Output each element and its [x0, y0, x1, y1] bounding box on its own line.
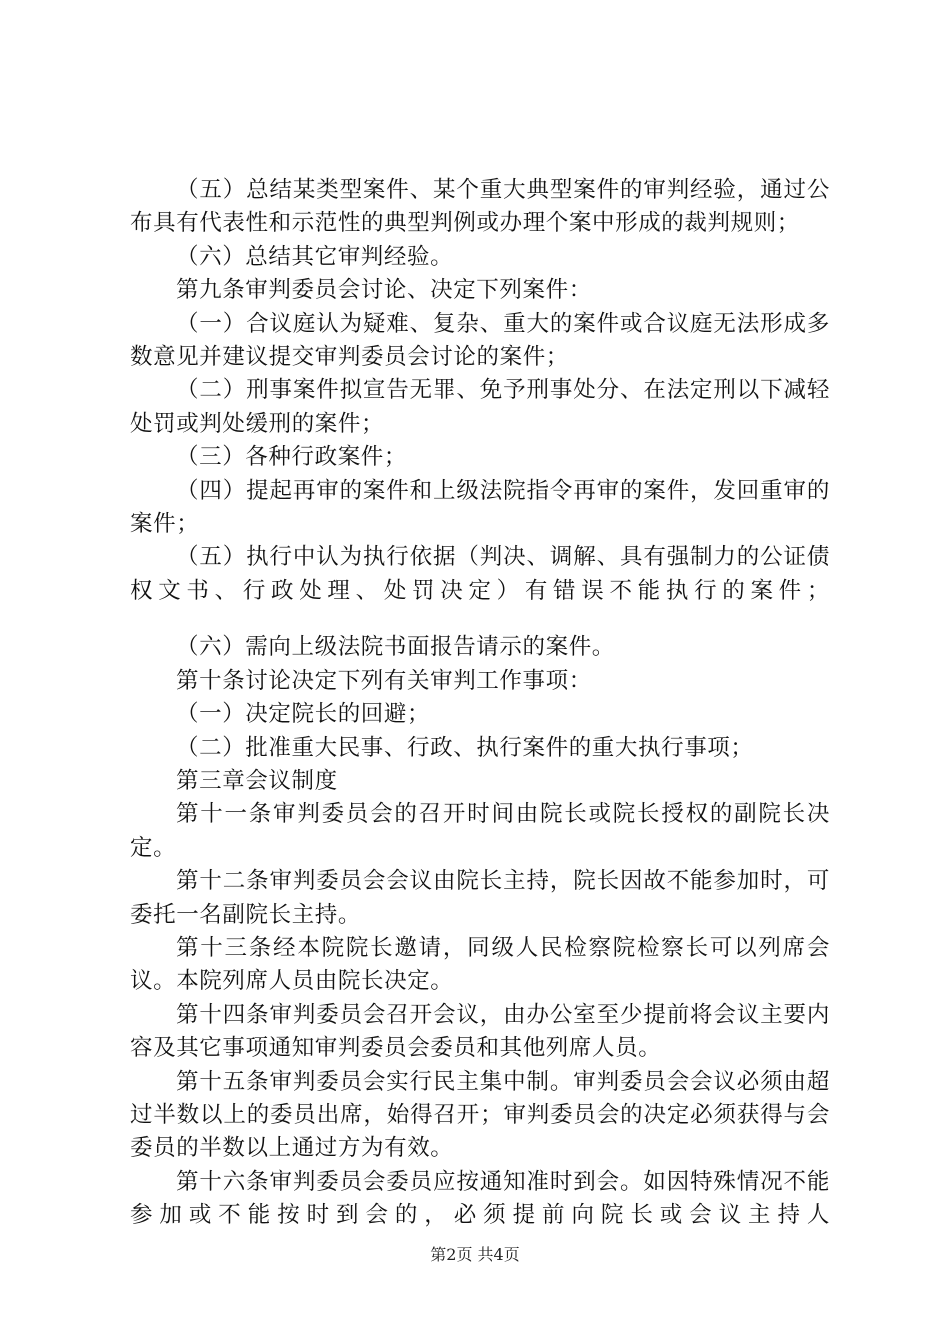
chapter-heading: 第三章会议制度: [176, 767, 338, 794]
paragraph: （六）总结其它审判经验。: [176, 243, 454, 270]
paragraph: （五）执行中认为执行依据（判决、调解、具有强制力的公证债权文书、行政处理、处罚决定）有错误不能执行的案件；: [130, 544, 830, 604]
paragraph: 第十三条经本院院长邀请，同级人民检察院检察长可以列席会议。本院列席人员由院长决定。: [130, 934, 830, 995]
paragraph: 第十条讨论决定下列有关审判工作事项：: [176, 667, 592, 694]
paragraph: （四）提起再审的案件和上级法院指令再审的案件，发回重审的案件；: [130, 477, 830, 538]
paragraph: （一）决定院长的回避；: [176, 701, 431, 728]
document-body: [130, 174, 830, 1233]
paragraph: （五）总结某类型案件、某个重大典型案件的审判经验，通过公布具有代表性和示范性的典型判例或办理个案中形成的裁判规则；: [130, 177, 830, 237]
paragraph: 第十五条审判委员会实行民主集中制。审判委员会会议必须由超过半数以上的委员出席，始得召开；审判委员会的决定必须获得与会委员的半数以上通过方为有效。: [130, 1068, 830, 1162]
paragraph: （六）需向上级法院书面报告请示的案件。: [176, 634, 615, 661]
paragraph: 第九条审判委员会讨论、决定下列案件：: [176, 277, 592, 304]
paragraph-gap: [130, 608, 830, 631]
paragraph: （一）合议庭认为疑难、复杂、重大的案件或合议庭无法形成多数意见并建议提交审判委员会讨论的案件；: [130, 310, 830, 371]
paragraph: 第十六条审判委员会委员应按通知准时到会。如因特殊情况不能参加或不能按时到会的，必须提前向院长或会议主持人: [130, 1168, 830, 1229]
paragraph: 第十四条审判委员会召开会议，由办公室至少提前将会议主要内容及其它事项通知审判委员会委员和其他列席人员。: [130, 1001, 830, 1062]
page-number: 第2页 共4页: [430, 1245, 520, 1264]
page-footer: [0, 1245, 950, 1265]
paragraph: （二）刑事案件拟宣告无罪、免予刑事处分、在法定刑以下减轻处罚或判处缓刑的案件；: [130, 377, 830, 437]
paragraph: 第十一条审判委员会的召开时间由院长或院长授权的副院长决定。: [130, 801, 830, 861]
paragraph: （二）批准重大民事、行政、执行案件的重大执行事项；: [176, 734, 754, 761]
paragraph: 第十二条审判委员会会议由院长主持，院长因故不能参加时，可委托一名副院长主持。: [130, 868, 830, 928]
paragraph: （三）各种行政案件；: [176, 444, 408, 471]
